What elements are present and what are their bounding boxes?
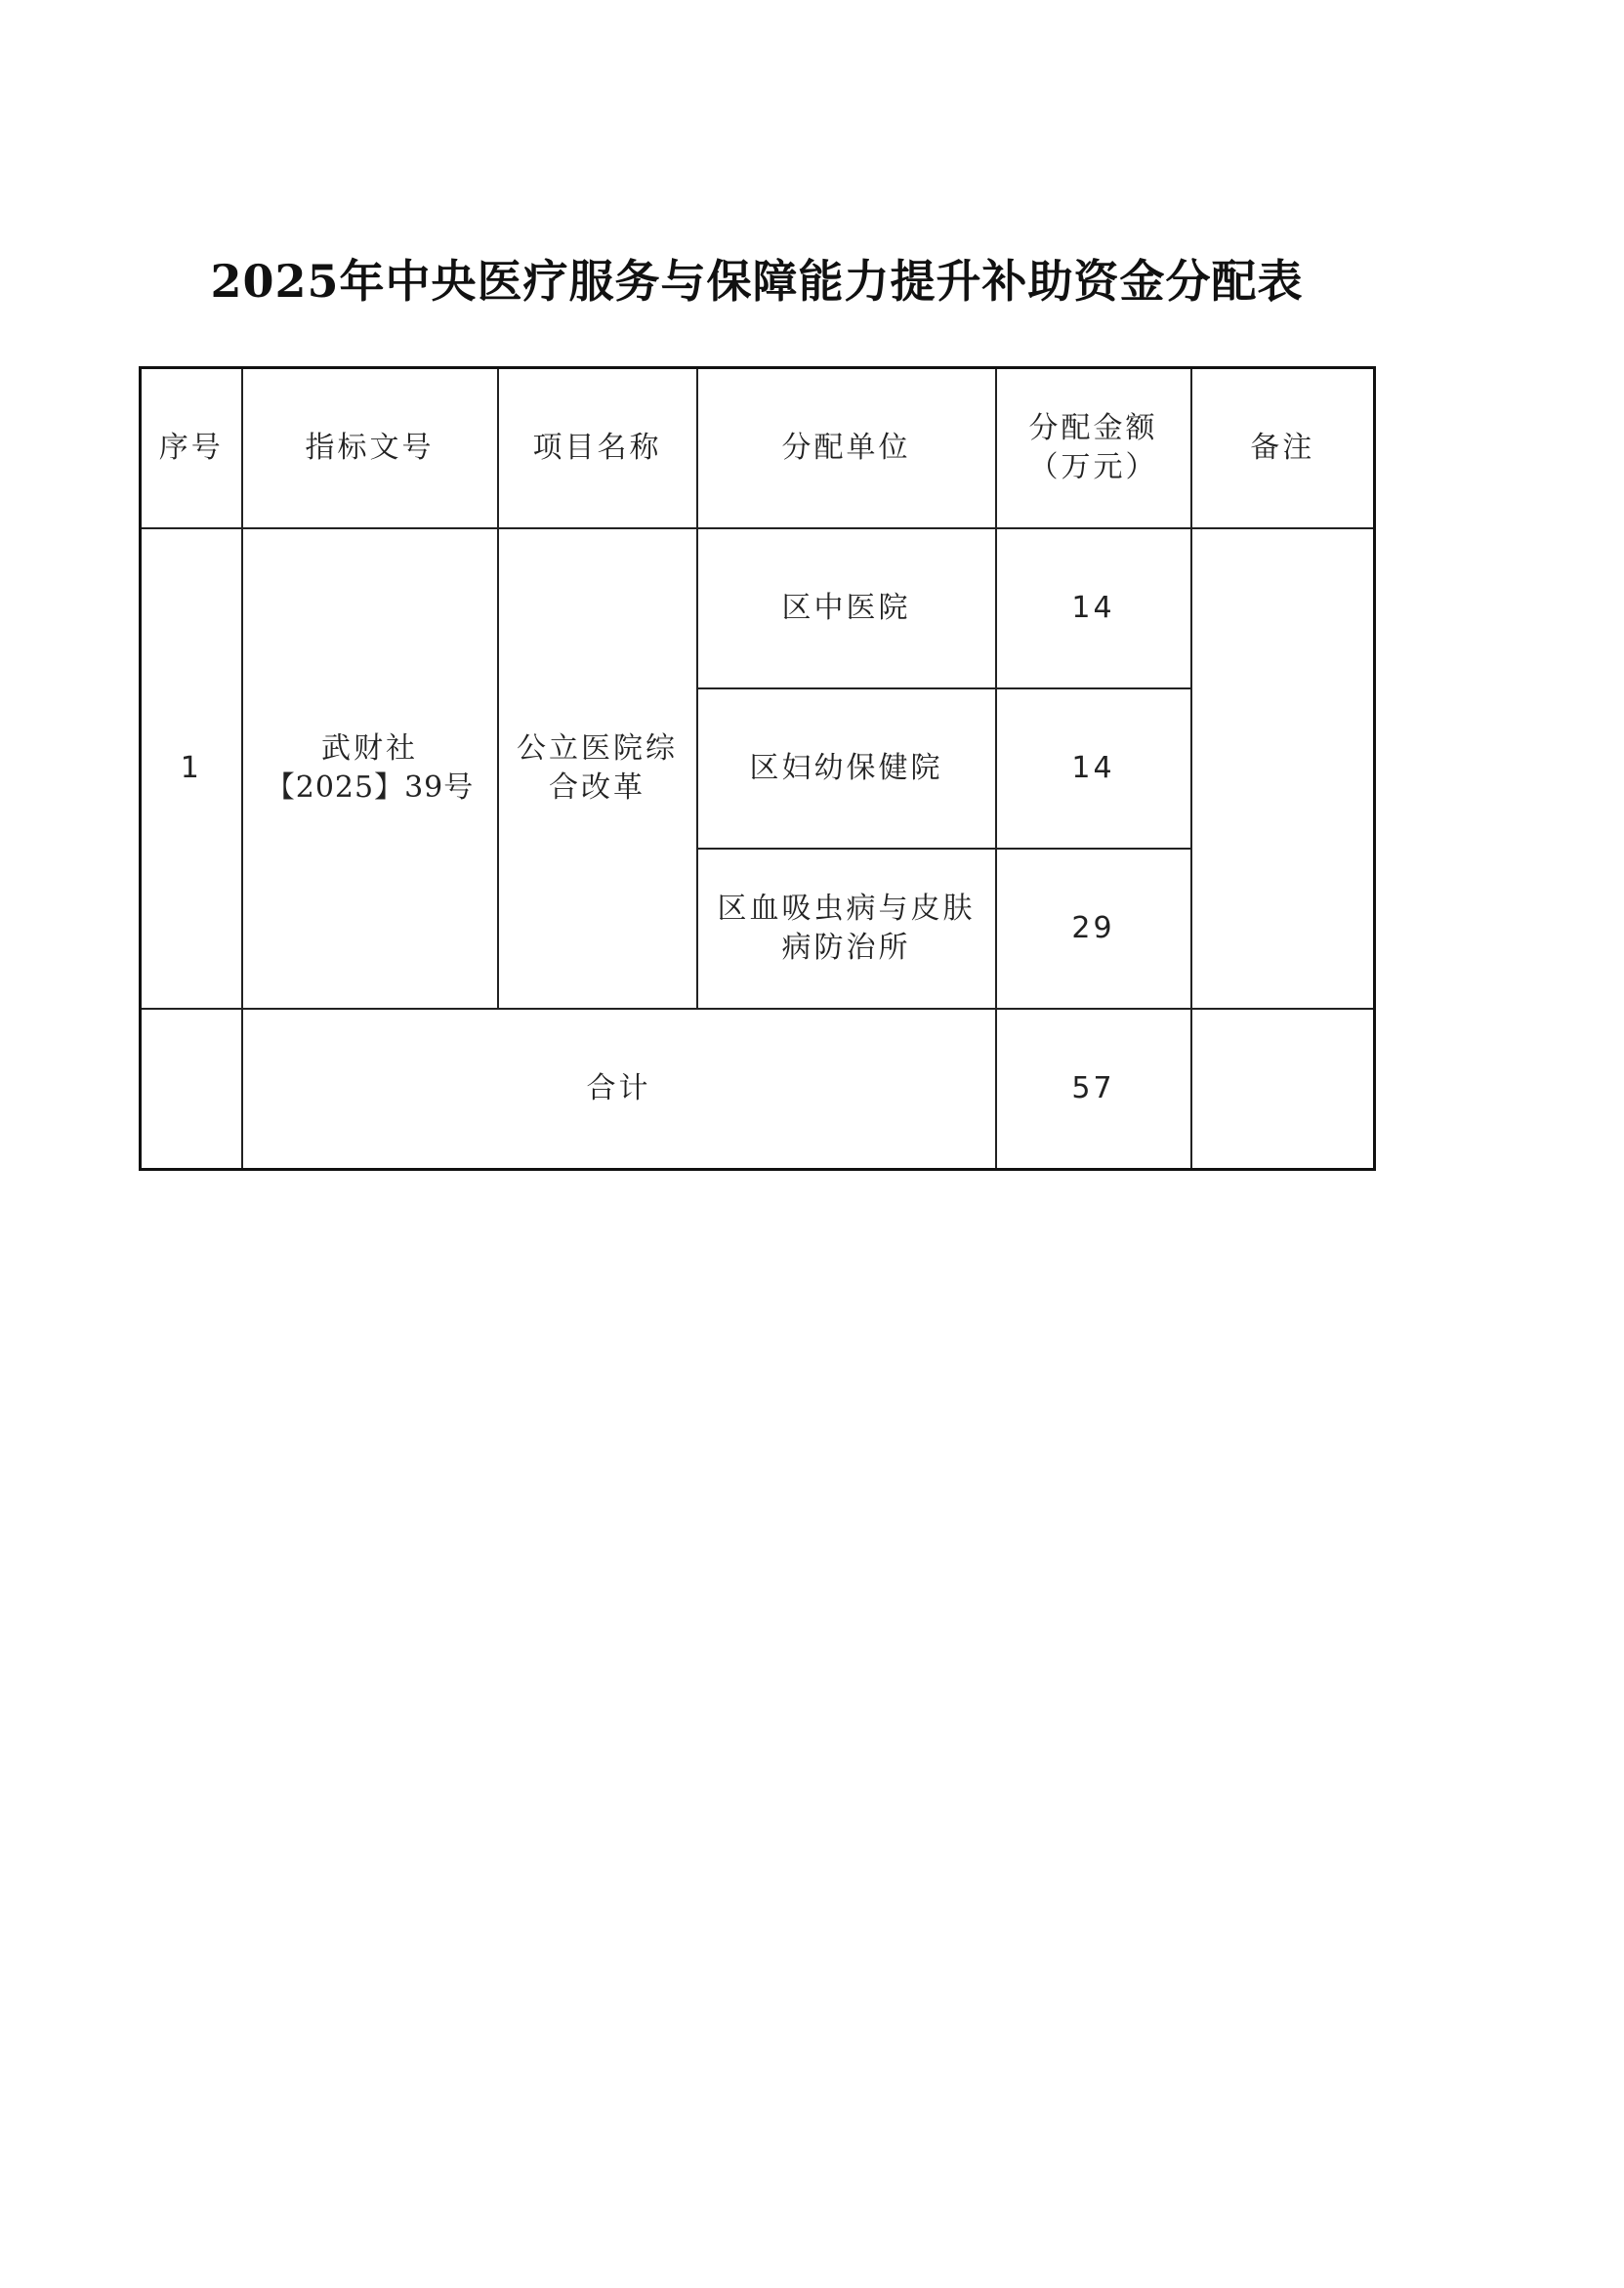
document-title: 2025年中央医疗服务与保障能力提升补助资金分配表: [210, 255, 1304, 308]
allocation-amount-1: 14: [996, 528, 1191, 688]
header-doc-no: 指标文号: [242, 368, 498, 528]
header-unit: 分配单位: [697, 368, 996, 528]
row1-project-line1: 公立医院综: [517, 730, 678, 766]
allocation-unit-3-line2: 病防治所: [781, 930, 911, 965]
row1-project: [498, 528, 697, 1009]
row1-project-line2: 合改革: [549, 770, 645, 805]
header-amount: [996, 368, 1191, 528]
allocation-unit-2: 区妇幼保健院: [697, 688, 996, 849]
row1-remark: [1191, 528, 1375, 1009]
row1-doc-no-line2: 【2025】39号: [265, 770, 475, 805]
total-seq: [141, 1009, 242, 1170]
allocation-unit-1: 区中医院: [697, 528, 996, 688]
total-amount: 57: [996, 1009, 1191, 1170]
row1-doc-no-line1: 武财社: [321, 730, 418, 766]
total-label: 合计: [242, 1009, 996, 1170]
header-project: 项目名称: [498, 368, 697, 528]
allocation-unit-3-line1: 区血吸虫病与皮肤: [717, 891, 976, 926]
row1-doc-no: [242, 528, 498, 1009]
allocation-amount-3: 29: [996, 849, 1191, 1009]
allocation-unit-3: [697, 849, 996, 1009]
header-amount-line1: 分配金额: [1028, 410, 1158, 445]
row1-seq: 1: [141, 528, 242, 1009]
total-row: [141, 1009, 1375, 1170]
header-amount-line2: （万元）: [1028, 449, 1158, 484]
table-row: [141, 528, 1375, 688]
header-seq: 序号: [141, 368, 242, 528]
header-remark: 备注: [1191, 368, 1375, 528]
table-header-row: [141, 368, 1375, 528]
allocation-table: [139, 366, 1376, 1171]
total-remark: [1191, 1009, 1375, 1170]
allocation-amount-2: 14: [996, 688, 1191, 849]
